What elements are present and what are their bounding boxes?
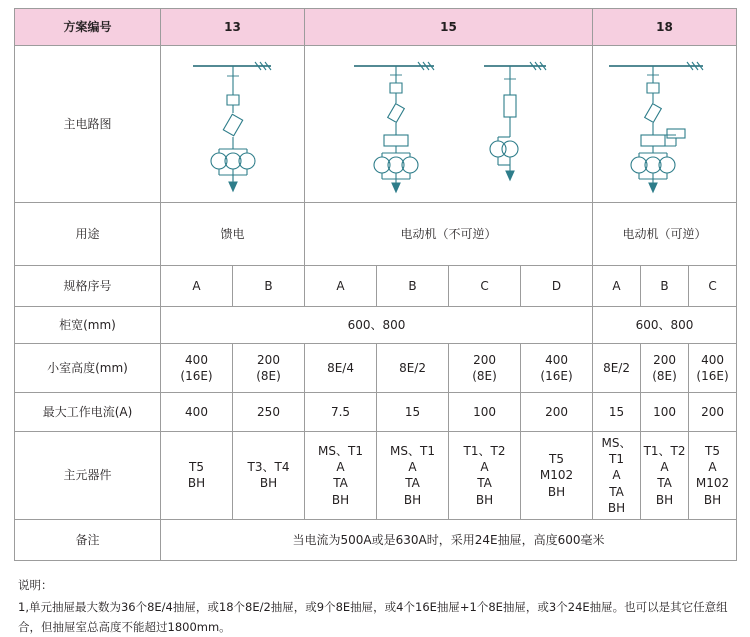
cell-height-main: 400 bbox=[185, 352, 208, 367]
scheme-18-header: 18 bbox=[593, 9, 737, 46]
main-device-cell bbox=[521, 432, 593, 520]
device-line: TA bbox=[657, 476, 672, 491]
device-line: TA bbox=[477, 476, 492, 491]
device-line: A bbox=[408, 460, 417, 475]
cell-height-sub: (8E) bbox=[472, 369, 497, 383]
spec-number-row bbox=[15, 266, 737, 307]
cell-height-sub: (16E) bbox=[180, 369, 213, 383]
spec-number-cell: B bbox=[233, 266, 305, 307]
max-current-cell: 100 bbox=[449, 393, 521, 432]
cabinet-width-value-right: 600、800 bbox=[593, 307, 737, 344]
spec-number-cell: B bbox=[377, 266, 449, 307]
device-line: BH bbox=[259, 476, 278, 491]
cell-height-cell: 8E/2 bbox=[377, 344, 449, 393]
device-line: T5 bbox=[705, 444, 721, 459]
spec-number-cell: A bbox=[305, 266, 377, 307]
cell-height-cell bbox=[521, 344, 593, 393]
cell-height-main: 200 bbox=[653, 352, 676, 367]
max-current-cell: 250 bbox=[233, 393, 305, 432]
cell-height-cell bbox=[233, 344, 305, 393]
device-line: BH bbox=[547, 484, 566, 499]
device-line: T1、T2 bbox=[463, 444, 506, 459]
spec-number-cell: A bbox=[161, 266, 233, 307]
device-line: BH bbox=[403, 492, 422, 507]
cell-height-main: 200 bbox=[473, 352, 496, 367]
main-device-cell bbox=[305, 432, 377, 520]
max-current-label: 最大工作电流(A) bbox=[15, 393, 161, 432]
main-device-cell bbox=[161, 432, 233, 520]
scheme-13-header: 13 bbox=[161, 9, 305, 46]
spec-number-cell: C bbox=[449, 266, 521, 307]
device-line: T1、T2 bbox=[643, 444, 686, 459]
circuit-diagram-row bbox=[15, 46, 737, 203]
cell-height-sub: (16E) bbox=[540, 369, 573, 383]
spec-number-cell: C bbox=[689, 266, 737, 307]
device-line: BH bbox=[187, 476, 206, 491]
notes-block bbox=[18, 575, 732, 637]
max-current-cell: 100 bbox=[641, 393, 689, 432]
circuit-row-label: 主电路图 bbox=[15, 46, 161, 203]
cabinet-width-label: 柜宽(mm) bbox=[15, 307, 161, 344]
remark-label: 备注 bbox=[15, 519, 161, 560]
main-device-cell bbox=[449, 432, 521, 520]
device-line: A bbox=[480, 460, 489, 475]
scheme-15-header: 15 bbox=[305, 9, 593, 46]
cabinet-width-row bbox=[15, 307, 737, 344]
cell-height-main: 200 bbox=[257, 352, 280, 367]
cell-height-cell: 8E/4 bbox=[305, 344, 377, 393]
spec-number-cell: D bbox=[521, 266, 593, 307]
device-line: TA bbox=[609, 484, 624, 499]
use-value-13: 馈电 bbox=[161, 203, 305, 266]
specification-table bbox=[14, 8, 737, 561]
device-line: MS、T1 bbox=[318, 444, 363, 459]
cell-height-main: 400 bbox=[545, 352, 568, 367]
main-device-cell bbox=[593, 432, 641, 520]
max-current-cell: 15 bbox=[593, 393, 641, 432]
main-device-cell bbox=[233, 432, 305, 520]
spec-number-cell: A bbox=[593, 266, 641, 307]
device-line: M102 bbox=[695, 476, 730, 491]
remark-value: 当电流为500A或是630A时，采用24E抽屉，高度600毫米 bbox=[161, 519, 737, 560]
cell-height-sub: (16E) bbox=[696, 369, 729, 383]
device-line: M102 bbox=[539, 468, 574, 483]
device-line: BH bbox=[703, 492, 722, 507]
device-line: MS、T1 bbox=[601, 436, 632, 467]
circuit-diagram-18 bbox=[593, 46, 737, 203]
device-line: BH bbox=[475, 492, 494, 507]
device-line: BH bbox=[655, 492, 674, 507]
table-header-row bbox=[15, 9, 737, 46]
cell-height-cell: 8E/2 bbox=[593, 344, 641, 393]
cell-height-cell bbox=[161, 344, 233, 393]
use-row-label: 用途 bbox=[15, 203, 161, 266]
max-current-cell: 200 bbox=[689, 393, 737, 432]
device-line: TA bbox=[405, 476, 420, 491]
notes-body: 1,单元抽屉最大数为36个8E/4抽屉，或18个8E/2抽屉，或9个8E抽屉，或4个16E抽屉+1个8E抽屉，或3个24E抽屉。也可以是其它任意组合，但抽屉室总高度不能超过1800mm。 bbox=[18, 600, 728, 635]
device-line: A bbox=[336, 460, 345, 475]
notes-title: 说明： bbox=[18, 577, 53, 592]
header-label: 方案编号 bbox=[15, 9, 161, 46]
max-current-cell: 200 bbox=[521, 393, 593, 432]
cell-height-sub: (8E) bbox=[652, 369, 677, 383]
device-line: T5 bbox=[189, 460, 204, 475]
cell-height-main: 400 bbox=[701, 352, 724, 367]
cell-height-cell bbox=[641, 344, 689, 393]
main-device-cell bbox=[641, 432, 689, 520]
main-device-row bbox=[15, 432, 737, 520]
device-line: BH bbox=[607, 500, 626, 515]
cabinet-width-value-left: 600、800 bbox=[161, 307, 593, 344]
cell-height-row bbox=[15, 344, 737, 393]
main-device-label: 主元器件 bbox=[15, 432, 161, 520]
device-line: TA bbox=[333, 476, 348, 491]
max-current-cell: 400 bbox=[161, 393, 233, 432]
device-line: A bbox=[708, 460, 717, 475]
device-line: T5 bbox=[549, 452, 564, 467]
use-row bbox=[15, 203, 737, 266]
cell-height-sub: (8E) bbox=[256, 369, 281, 383]
remark-row bbox=[15, 519, 737, 560]
max-current-row bbox=[15, 393, 737, 432]
device-line: A bbox=[660, 460, 669, 475]
circuit-diagram-15 bbox=[305, 46, 593, 203]
max-current-cell: 15 bbox=[377, 393, 449, 432]
cell-height-cell bbox=[449, 344, 521, 393]
cell-height-cell bbox=[689, 344, 737, 393]
circuit-diagram-13 bbox=[161, 46, 305, 203]
use-value-18: 电动机（可逆） bbox=[593, 203, 737, 266]
cell-height-label: 小室高度(mm) bbox=[15, 344, 161, 393]
device-line: MS、T1 bbox=[390, 444, 435, 459]
device-line: A bbox=[612, 468, 621, 483]
spec-number-label: 规格序号 bbox=[15, 266, 161, 307]
main-device-cell bbox=[689, 432, 737, 520]
use-value-15: 电动机（不可逆） bbox=[305, 203, 593, 266]
main-device-cell bbox=[377, 432, 449, 520]
spec-number-cell: B bbox=[641, 266, 689, 307]
max-current-cell: 7.5 bbox=[305, 393, 377, 432]
device-line: BH bbox=[331, 492, 350, 507]
device-line: T3、T4 bbox=[247, 460, 290, 475]
